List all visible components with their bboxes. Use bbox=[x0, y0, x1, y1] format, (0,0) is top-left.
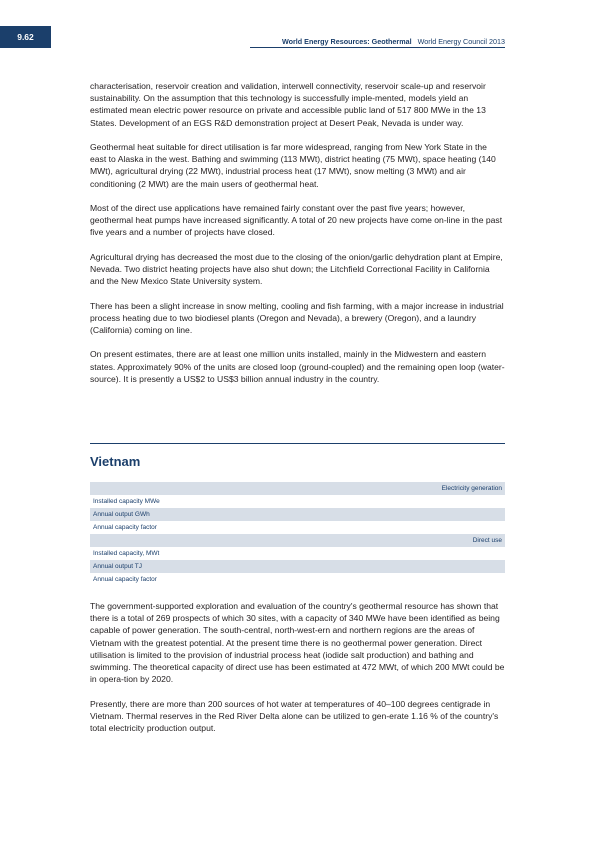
paragraph: characterisation, reservoir creation and validation, interwell connectivity, reservoir scale-up and reservoir sustainability. On the assumption that this technology is successfully imple-mented, models yield an estimated mean electric power resource on private and accessible public land of 517 800 MWe in the 13 States. Development of an EGS R&D demonstration project at Desert Peak, Nevada is under way. bbox=[90, 81, 486, 128]
row-label: Installed capacity, MWt bbox=[93, 550, 160, 557]
section-title: Vietnam bbox=[90, 454, 141, 469]
page-number: 9.62 bbox=[17, 32, 34, 42]
top-text-block bbox=[90, 80, 505, 397]
table-row bbox=[90, 547, 505, 560]
table-row bbox=[90, 508, 505, 521]
running-header bbox=[250, 37, 505, 46]
paragraph: Presently, there are more than 200 sources of hot water at temperatures of 40–100 degrees centigrade in Vietnam. Thermal reserves in the Red River Delta alone can be utilized to gen-erate 1.16 % of the country's total electricity production output. bbox=[90, 698, 499, 734]
paragraph: The government-supported exploration and evaluation of the country's geothermal resource has shown that there is a total of 269 prospects of which 30 sites, with a capacity of 340 MWe have been identified as being capable of power generation. The south-central, north-west-ern and northern regions are the areas of Vietnam with the greatest potential. At the present time there is no geothermal power generation. Direct utilisation is limited to the provision of industrial process heat (iodide salt production) and bathing and swimming. The theoretical capacity of direct use has been estimated at 472 MWt, of which 200 MWt could be in opera-tion by 2020. bbox=[90, 601, 505, 685]
row-label: Annual capacity factor bbox=[93, 524, 157, 531]
organization-name: World Energy Council 2013 bbox=[417, 37, 505, 46]
table-row bbox=[90, 495, 505, 508]
page-number-tab bbox=[0, 26, 51, 48]
table-group-header bbox=[90, 534, 505, 547]
row-label: Installed capacity MWe bbox=[93, 498, 160, 505]
table-row bbox=[90, 573, 505, 586]
section-divider bbox=[90, 443, 505, 444]
row-label: Annual capacity factor bbox=[93, 576, 157, 583]
table-row bbox=[90, 560, 505, 573]
electricity-generation-header: Electricity generation bbox=[441, 485, 502, 492]
paragraph: On present estimates, there are at least one million units installed, mainly in the Midwestern and eastern states. Approximately 90% of the units are closed loop (ground-coupled) and the remaining open loop (water-source). It is presently a US$2 to US$3 billion annual industry in the country. bbox=[90, 349, 505, 384]
table-row bbox=[90, 521, 505, 534]
paragraph: Most of the direct use applications have remained fairly constant over the past five years; however, geothermal heat pumps have increased significantly. A total of 20 new projects have come on-line in the past five years and a number of projects have closed. bbox=[90, 203, 503, 238]
direct-use-header: Direct use bbox=[472, 537, 502, 544]
publication-title: World Energy Resources: Geothermal bbox=[281, 37, 412, 46]
paragraph: Geothermal heat suitable for direct utilisation is far more widespread, ranging from New York State in the east to Alaska in the west. Bathing and swimming (113 MWt), district heating (75 MWt), space heating (140 MWt), agricultural drying (22 MWt), industrial process heat (17 MWt), snow melting (3 MWt) and air conditioning (2 MWt) are the main users of geothermal heat. bbox=[90, 142, 496, 189]
bottom-text-block bbox=[90, 600, 505, 746]
table-group-header bbox=[90, 482, 505, 495]
paragraph: Agricultural drying has decreased the most due to the closing of the onion/garlic dehydration plant at Empire, Nevada. Two district heating projects have also shut down; the Litchfield Correctional Facility in California and the New Mexico State University system. bbox=[90, 251, 503, 287]
row-label: Annual output GWh bbox=[93, 511, 150, 518]
paragraph: There has been a slight increase in snow melting, cooling and fish farming, with a major increase in industrial process heating due to two biodiesel plants (Oregon and Nevada), a brewery (Oregon), and a laundry (California) coming on line. bbox=[90, 300, 504, 335]
vietnam-statistics-table bbox=[90, 482, 505, 586]
header-rule bbox=[250, 47, 505, 48]
row-label: Annual output TJ bbox=[93, 563, 143, 570]
